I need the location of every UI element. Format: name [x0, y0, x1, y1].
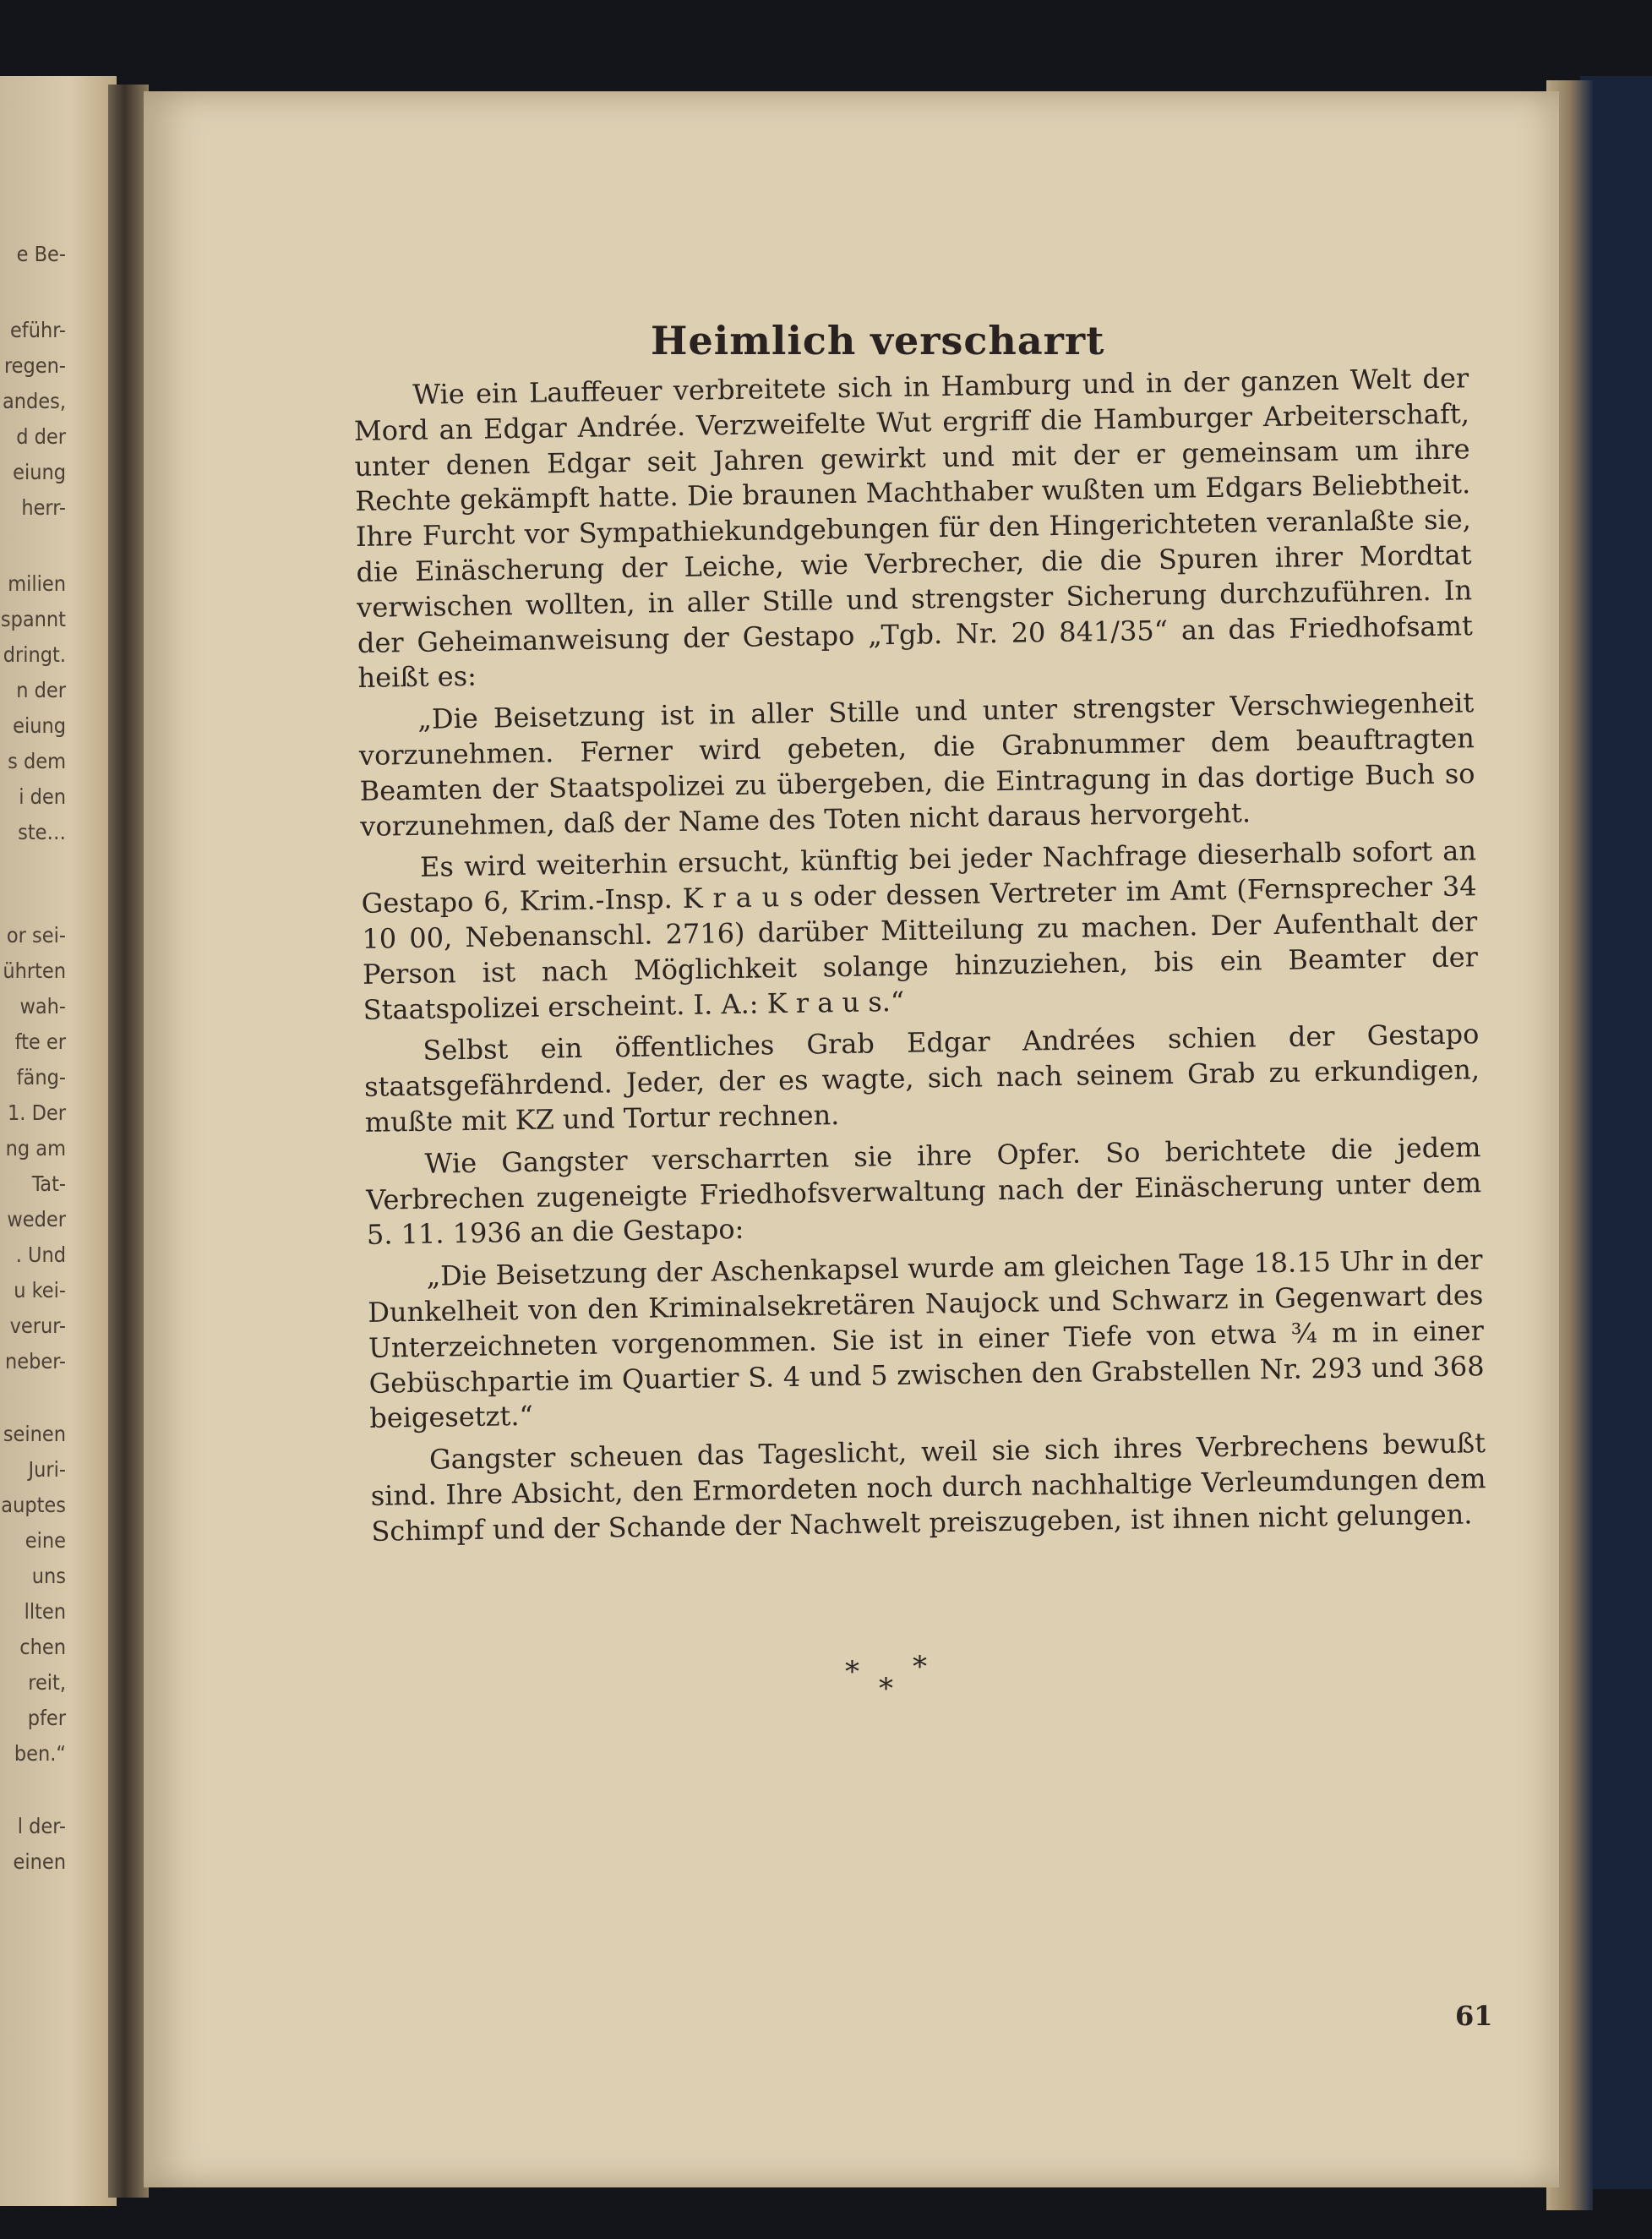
- left-line: Juri-: [28, 1457, 66, 1482]
- left-line: ührten: [3, 958, 66, 983]
- left-line: 1. Der: [8, 1100, 66, 1125]
- left-line: e Be-: [16, 242, 66, 266]
- left-line: wah-: [19, 994, 66, 1018]
- book-gutter: [108, 85, 149, 2198]
- left-line: u kei-: [14, 1278, 66, 1302]
- left-line: llten: [24, 1599, 66, 1624]
- left-line: weder: [7, 1207, 66, 1231]
- left-line: neber-: [5, 1349, 66, 1373]
- left-line: milien: [8, 571, 66, 596]
- left-page-fragment: [0, 76, 117, 2206]
- left-line: n der: [16, 678, 66, 702]
- left-line: auptes: [1, 1493, 66, 1517]
- separator-star: *: [913, 1650, 927, 1684]
- paragraph: Wie Gangster verscharrten sie ihre Opfer. So berichtete die jedem Verbrechen zugeneigte Friedhofsverwaltung nach der Einäscherung unter dem 5. 11. 1936 an die Gestapo:: [365, 1130, 1482, 1252]
- left-line: ng am: [5, 1136, 66, 1160]
- left-line: herr-: [21, 495, 66, 520]
- left-line: regen-: [3, 353, 66, 378]
- left-line: d der: [16, 424, 66, 449]
- left-line: chen: [19, 1635, 66, 1659]
- left-line: eine: [25, 1528, 66, 1553]
- left-line: einen: [13, 1849, 66, 1874]
- left-line: andes,: [2, 389, 66, 413]
- left-line: l der-: [17, 1814, 66, 1838]
- left-line: fäng-: [16, 1065, 66, 1089]
- page-number: 61: [1455, 2000, 1493, 2032]
- left-line: pfer: [27, 1706, 66, 1730]
- left-line: spannt: [0, 607, 66, 631]
- paragraph: Gangster scheuen das Tageslicht, weil sie sich ihres Verbrechens bewußt sind. Ihre Absicht, den Ermordeten noch durch nachhaltige Verleumdungen dem Schimpf und der Schande der Nachwelt preiszugeben, ist ihnen nicht gelungen.: [370, 1427, 1486, 1548]
- body-text: [353, 361, 1487, 1556]
- left-line: uns: [31, 1564, 66, 1588]
- left-line: dringt.: [3, 642, 66, 667]
- paragraph: Es wird weiterhin ersucht, künftig bei jeder Nachfrage dieserhalb sofort an Gestapo 6, Krim.-Insp. K r a u s oder dessen Vertreter im Amt (Fernsprecher 34 10 00, Nebenanschl. 2716) darüber Mitteilung zu machen. Der Aufenthalt der Person ist nach Möglichkeit solange hinzuziehen, bis ein Beamter der Staatspolizei erscheint. I. A.: K r a u s.“: [361, 834, 1479, 1026]
- left-line: Tat-: [31, 1171, 66, 1196]
- left-line: eiung: [13, 713, 66, 738]
- left-line: s dem: [8, 749, 66, 773]
- left-line: reit,: [28, 1670, 66, 1695]
- paragraph: „Die Beisetzung ist in aller Stille und unter strengster Verschwiegenheit vorzunehmen. Ferner wird gebeten, die Grabnummer dem beauftragten Beamten der Staatspolizei zu übergeben, die Eintragung in das dortige Buch so vorzunehmen, daß der Name des Toten nicht daraus hervorgeht.: [358, 686, 1475, 843]
- left-page-text: [0, 76, 81, 2206]
- book-page: [144, 91, 1559, 2187]
- left-line: seinen: [3, 1422, 66, 1446]
- left-line: ben.“: [14, 1741, 66, 1766]
- left-line: eiung: [13, 460, 66, 484]
- paragraph: Wie ein Lauffeuer verbreitete sich in Hamburg und in der ganzen Welt der Mord an Edgar Andrée. Verzweifelte Wut ergriff die Hamburger Arbeiterschaft, unter denen Edgar seit Jahren gewirkt und mit der er gemeinsam um ihre Rechte gekämpft hatte. Die braunen Machthaber wußten um Edgars Beliebtheit. Ihre Furcht vor Sympathiekundgebungen für den Hingerichteten veranlaßte sie, die Einäscherung der Leiche, wie Verbrecher, die die Spuren ihrer Mordtat verwischen wollten, in aller Stille und strengster Sicherung durchzuführen. In der Geheimanweisung der Gestapo „Tgb. Nr. 20 841/35“ an das Friedhofsamt heißt es:: [353, 362, 1474, 695]
- left-line: or sei-: [6, 923, 66, 947]
- left-line: ste…: [18, 820, 66, 844]
- chapter-title: Heimlich verscharrt: [651, 318, 1105, 363]
- separator-star: *: [845, 1655, 859, 1689]
- left-line: verur-: [9, 1313, 66, 1338]
- paragraph: „Die Beisetzung der Aschenkapsel wurde am gleichen Tage 18.15 Uhr in der Dunkelheit von den Kriminalsekretären Naujock und Schwarz in Gegenwart des Unterzeichneten vorgenommen. Sie ist in einer Tiefe von etwa ¾ m in einer Gebüschpartie im Quartier S. 4 und 5 zwischen den Grabstellen Nr. 293 und 368 beigesetzt.“: [368, 1243, 1485, 1435]
- left-line: i den: [19, 784, 66, 809]
- left-line: . Und: [15, 1242, 66, 1267]
- paragraph: Selbst ein öffentliches Grab Edgar Andrées schien der Gestapo staatsgefährdend. Jeder, der es wagte, sich nach seinem Grab zu erkundigen, mußte mit KZ und Tortur rechnen.: [363, 1018, 1480, 1139]
- separator-star: *: [879, 1672, 893, 1706]
- left-line: eführ-: [9, 318, 66, 342]
- left-line: fte er: [14, 1029, 66, 1054]
